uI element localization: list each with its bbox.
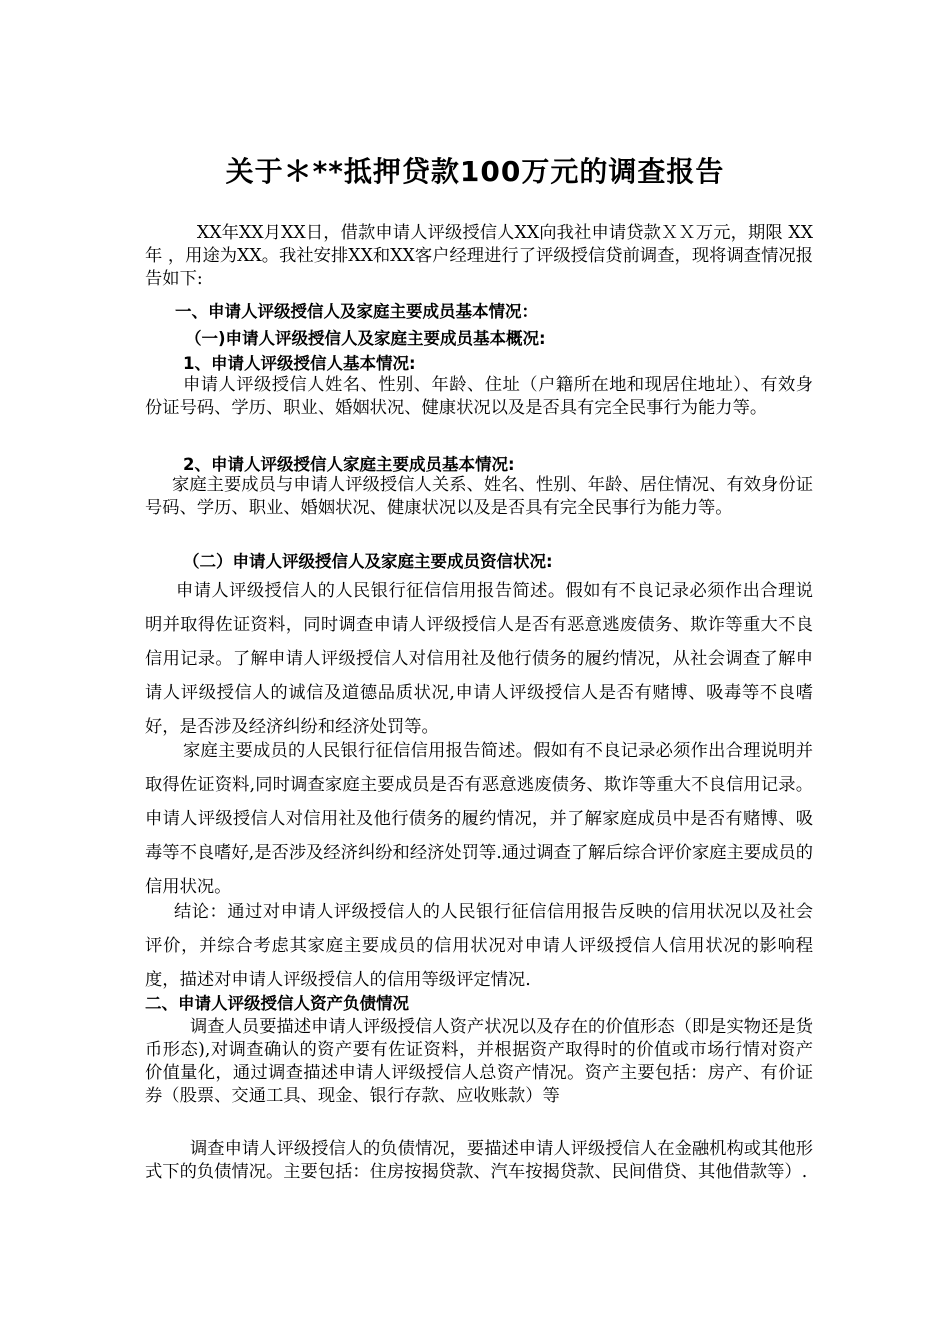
section1-heading: 一、申请人评级授信人及家庭主要成员基本情况： bbox=[175, 302, 538, 321]
liabilities-paragraph: 调查申请人评级授信人的负债情况，要描述申请人评级授信人在金融机构或其他形式下的负债情况。主要包括：住房按揭贷款、汽车按揭贷款、民间借贷、其他借款等）. bbox=[145, 1139, 813, 1182]
subsection1-heading: （一)申请人评级授信人及家庭主要成员基本概况: bbox=[185, 329, 546, 348]
document-title: 关于＊**抵押贷款100万元的调查报告 bbox=[225, 155, 725, 188]
section2-heading: 二、申请人评级授信人资产负债情况 bbox=[145, 994, 409, 1013]
conclusion-paragraph: 结论：通过对申请人评级授信人的人民银行征信信用报告反映的信用状况以及社会评价，并综合考虑其家庭主要成员的信用状况对申请人评级授信人信用状况的影响程度，描述对申请人评级授信人的信用等级评定情况. bbox=[145, 902, 813, 990]
item2-heading: 2、申请人评级授信人家庭主要成员基本情况: bbox=[183, 455, 515, 474]
item1-paragraph: 申请人评级授信人姓名、性别、年龄、住址（户籍所在地和现居住地址）、有效身份证号码、学历、职业、婚姻状况、健康状况以及是否具有完全民事行为能力等。 bbox=[145, 375, 813, 418]
assets-paragraph: 调查人员要描述申请人评级授信人资产状况以及存在的价值形态（即是实物还是货币形态),对调查确认的资产要有佐证资料，并根据资产取得时的价值或市场行情对资产价值量化，通过调查描述申请人评级授信人总资产情况。资产主要包括：房产、有价证券（股票、交通工具、现金、银行存款、应收账款）等 bbox=[145, 1017, 813, 1106]
credit-paragraph-family: 家庭主要成员的人民银行征信信用报告简述。假如有不良记录必须作出合理说明并取得佐证资料,同时调查家庭主要成员是否有恶意逃废债务、欺诈等重大不良信用记录。申请人评级授信人对信用社及他行债务的履约情况，并了解家庭成员中是否有赌博、吸毒等不良嗜好,是否涉及经济纠纷和经济处罚等.通过调查了解后综合评价家庭主要成员的信用状况。 bbox=[145, 741, 813, 897]
intro-paragraph: XX年XX月XX日，借款申请人评级授信人XX向我社申请贷款ＸＸ万元，期限 XX年 ，用途为XX。我社安排XX和XX客户经理进行了评级授信贷前调查，现将调查情况报告如下: bbox=[145, 223, 813, 289]
item1-heading: 1、申请人评级授信人基本情况: bbox=[183, 354, 416, 373]
credit-paragraph-applicant: 申请人评级授信人的人民银行征信信用报告简述。假如有不良记录必须作出合理说明并取得佐证资料，同时调查申请人评级授信人是否有恶意逃废债务、欺诈等重大不良信用记录。了解申请人评级授信人对信用社及他行债务的履约情况，从社会调查了解申请人评级授信人的诚信及道德品质状况,申请人评级授信人是否有赌博、吸毒等不良嗜好，是否涉及经济纠纷和经济处罚等。 bbox=[145, 581, 813, 737]
item2-paragraph: 家庭主要成员与申请人评级授信人关系、姓名、性别、年龄、居住情况、有效身份证号码、学历、职业、婚姻状况、健康状况以及是否具有完全民事行为能力等。 bbox=[145, 475, 813, 518]
subsection2-heading: （二）申请人评级授信人及家庭主要成员资信状况: bbox=[183, 552, 553, 571]
